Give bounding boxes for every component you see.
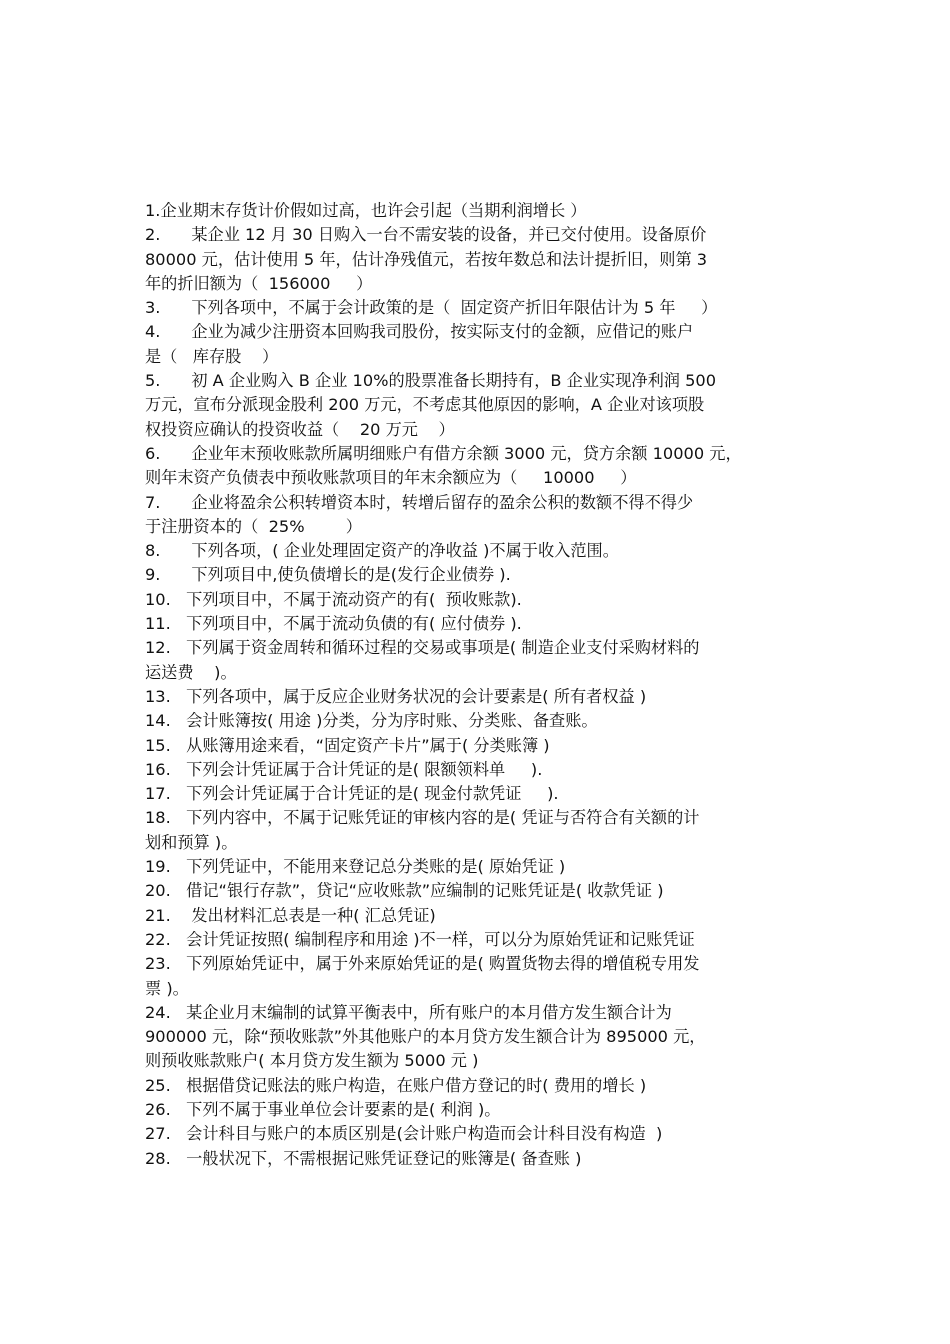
text-line: 10. 下列项目中，不属于流动资产的有( 预收账款).: [145, 589, 522, 609]
text-line: 24. 某企业月末编制的试算平衡表中，所有账户的本月借方发生额合计为: [145, 1002, 672, 1022]
text-line: 900000 元，除“预收账款”外其他账户的本月贷方发生额合计为 895000 元，: [145, 1027, 706, 1047]
text-line: 19. 下列凭证中，不能用来登记总分类账的是( 原始凭证 ): [145, 857, 566, 877]
text-line: 年的折旧额为（ 156000 ）: [145, 273, 373, 293]
text-line: 7. 企业将盈余公积转增资本时，转增后留存的盈余公积的数额不得不得少: [145, 492, 694, 512]
text-line: 划和预算 )。: [145, 832, 238, 852]
text-line: 17. 下列会计凭证属于合计凭证的是( 现金付款凭证 ).: [145, 784, 559, 804]
text-line: 25. 根据借贷记账法的账户构造，在账户借方登记的时( 费用的增长 ): [145, 1075, 647, 1095]
text-line: 8. 下列各项，( 企业处理固定资产的净收益 )不属于收入范围。: [145, 541, 619, 561]
text-line: 1.企业期末存货计价假如过高，也许会引起（当期利润增长 ）: [145, 201, 587, 220]
text-line: 11. 下列项目中，不属于流动负债的有( 应付债券 ).: [145, 614, 522, 634]
text-line: 运送费 )。: [145, 662, 237, 682]
text-line: 21. 发出材料汇总表是一种( 汇总凭证): [145, 905, 436, 925]
text-line: 于注册资本的（ 25% ）: [145, 516, 362, 536]
text-line: 13. 下列各项中，属于反应企业财务状况的会计要素是( 所有者权益 ): [145, 686, 647, 706]
text-line: 5. 初 A 企业购入 B 企业 10%的股票准备长期持有，B 企业实现净利润 500: [145, 371, 716, 391]
document-body: [145, 199, 830, 1171]
text-line: 23. 下列原始凭证中，属于外来原始凭证的是( 购置货物去得的增值税专用发: [145, 954, 700, 974]
text-line: 则预收账款账户( 本月贷方发生额为 5000 元 ): [145, 1051, 479, 1071]
text-line: 则年末资产负债表中预收账款项目的年末余额应为（ 10000 ）: [145, 468, 637, 488]
text-line: 18. 下列内容中，不属于记账凭证的审核内容的是( 凭证与否符合有关额的计: [145, 808, 700, 828]
text-line: 权投资应确认的投资收益（ 20 万元 ）: [145, 419, 455, 439]
text-line: 3. 下列各项中，不属于会计政策的是（ 固定资产折旧年限估计为 5 年 ）: [145, 298, 718, 318]
text-line: 是（ 库存股 ）: [145, 346, 279, 366]
text-line: 15. 从账簿用途来看，“固定资产卡片”属于( 分类账簿 ): [145, 735, 550, 755]
text-line: 6. 企业年末预收账款所属明细账户有借方余额 3000 元，贷方余额 10000 元，: [145, 443, 742, 463]
text-line: 14. 会计账簿按( 用途 )分类，分为序时账、分类账、备查账。: [145, 711, 598, 731]
text-line: 万元，宣布分派现金股利 200 万元，不考虑其他原因的影响，A 企业对该项股: [145, 395, 705, 415]
text-line: 26. 下列不属于事业单位会计要素的是( 利润 )。: [145, 1099, 501, 1119]
text-line: 票 )。: [145, 978, 189, 998]
text-line: 22. 会计凭证按照( 编制程序和用途 )不一样，可以分为原始凭证和记账凭证: [145, 929, 695, 949]
text-line: 20. 借记“银行存款”，贷记“应收账款”应编制的记账凭证是( 收款凭证 ): [145, 881, 664, 901]
text-line: 4. 企业为减少注册资本回购我司股份，按实际支付的金额，应借记的账户: [145, 322, 694, 342]
text-line: 28. 一般状况下，不需根据记账凭证登记的账簿是( 备查账 ): [145, 1148, 582, 1168]
text-line: 27. 会计科目与账户的本质区别是(会计账户构造而会计科目没有构造 ): [145, 1124, 663, 1144]
text-line: 12. 下列属于资金周转和循环过程的交易或事项是( 制造企业支付采购材料的: [145, 638, 700, 658]
text-line: 2. 某企业 12 月 30 日购入一台不需安装的设备，并已交付使用。设备原价: [145, 225, 707, 245]
text-line: 80000 元，估计使用 5 年，估计净残值元，若按年数总和法计提折旧，则第 3: [145, 249, 708, 269]
text-line: 9. 下列项目中,使负债增长的是(发行企业债券 ).: [145, 565, 511, 585]
text-line: 16. 下列会计凭证属于合计凭证的是( 限额领料单 ).: [145, 759, 543, 779]
